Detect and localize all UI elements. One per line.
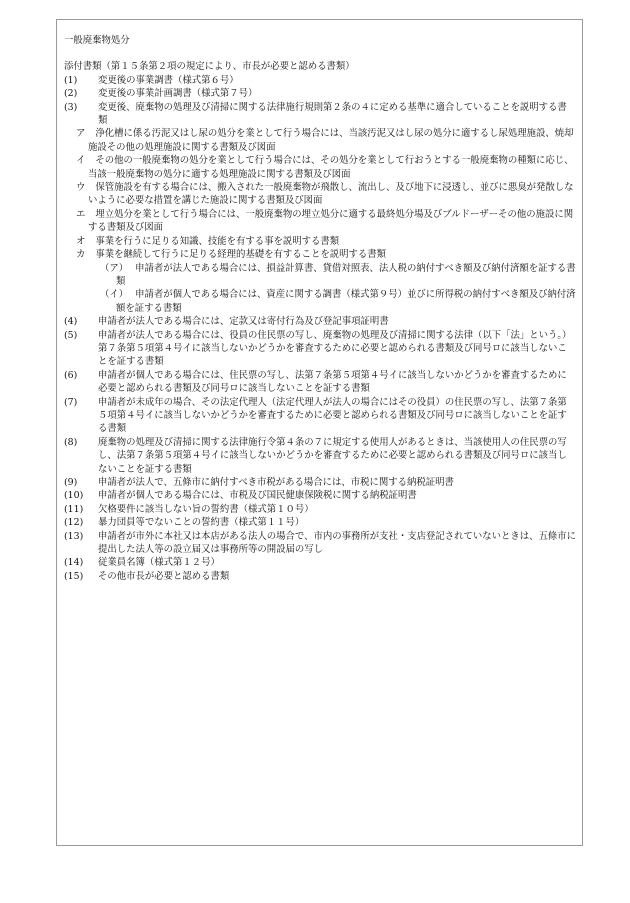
sub-item-marker: エ xyxy=(76,208,86,220)
item-text: 申請者が未成年の場合、その法定代理人（法定代理人が法人の場合にはその役員）の住民票の写し、法第７条第５項第４号イに該当しないかどうかを審査するために必要と認められる書類及び同号ロに該当しないことを証する書類 xyxy=(98,396,567,435)
sub-item-text: 埋立処分を業として行う場合には、一般廃棄物の埋立処分に適する最終処分場及びブルドーザーその他の施設に関する書類及び図面 xyxy=(88,208,574,234)
sub-item-marker: ア xyxy=(76,128,86,140)
item-text: 申請者が個人である場合には、市税及び国民健康保険税に関する納税証明書 xyxy=(98,490,417,502)
sub-list-item xyxy=(67,127,576,154)
category-title: 一般廃棄物処分 xyxy=(64,35,130,46)
list-item xyxy=(64,369,576,396)
item-number: (1) xyxy=(64,74,78,86)
sub-sub-item-marker: （イ） xyxy=(100,289,129,301)
sub-list-item xyxy=(67,208,576,235)
sub-list-item xyxy=(67,154,576,181)
attachments-heading: 添付書類（第１５条第２項の規定により、市長が必要と認める書類） xyxy=(64,61,355,73)
sub-list-item xyxy=(67,181,576,208)
sub-item-marker: カ xyxy=(76,249,86,261)
item-text: 暴力団員等でないことの誓約書（様式第１１号） xyxy=(98,517,305,529)
item-text: 従業員名簿（様式第１２号） xyxy=(98,557,220,569)
list-item xyxy=(64,101,576,128)
item-number: (3) xyxy=(64,101,78,113)
document-body xyxy=(64,34,576,583)
item-number: (11) xyxy=(64,503,84,515)
sub-sub-list-item xyxy=(64,288,576,315)
item-text: 変更後の事業調書（様式第６号） xyxy=(98,74,239,86)
item-text: 申請者が法人である場合には、役員の住民票の写し、廃棄物の処理及び清掃に関する法律（以下「法」という。）第７条第５項第４号イに該当しないかどうかを審査するために必要と認められる書類及び同号ロに該当しないことを証する書類 xyxy=(98,329,572,368)
item-text: 変更後、廃棄物の処理及び清掃に関する法律施行規則第２条の４に定める基準に適合していることを説明する書類 xyxy=(98,101,567,127)
item-number: (6) xyxy=(64,369,78,381)
item-text: 申請者が法人である場合には、定款又は寄付行為及び登記事項証明書 xyxy=(98,316,389,328)
sub-item-text: その他の一般廃棄物の処分を業として行う場合には、その処分を業として行おうとする一般廃棄物の種類に応じ、当該一般廃棄物の処分に適する処理施設に関する書類及び図面 xyxy=(88,155,574,180)
list-item xyxy=(64,396,576,436)
item-text: 変更後の事業計画調書（様式第７号） xyxy=(98,88,258,100)
document-frame xyxy=(56,19,583,846)
sub-item-marker: オ xyxy=(76,235,86,247)
sub-item-text: 浄化槽に係る汚泥又はし尿の処分を業として行う場合には、当該汚泥又はし尿の処分に適するし尿処理施設、焼却施設その他の処理施設に関する書類及び図面 xyxy=(88,128,574,153)
item-number: (7) xyxy=(64,396,78,408)
item-text: 申請者が法人で、五條市に納付すべき市税がある場合には、市税に関する納税証明書 xyxy=(98,477,454,488)
item-number: (5) xyxy=(64,329,78,341)
list-item xyxy=(64,74,576,87)
sub-item-text: 事業を行うに足りる知識、技能を有する事を説明する書類 xyxy=(95,235,340,247)
list-item xyxy=(64,87,576,100)
item-number: (12) xyxy=(64,517,84,529)
item-number: (9) xyxy=(64,477,78,488)
item-text: その他市長が必要と認める書類 xyxy=(98,570,230,582)
sub-sub-list-item xyxy=(64,262,576,289)
item-number: (10) xyxy=(64,490,84,502)
item-text: 欠格要件に該当しない旨の誓約書（様式第１０号） xyxy=(98,503,314,515)
list-item xyxy=(64,315,576,328)
sub-item-marker: ウ xyxy=(76,182,86,194)
list-item xyxy=(64,489,576,502)
item-number: (4) xyxy=(64,316,78,328)
sub-sub-item-text: 申請者が法人である場合には、損益計算書、貸借対照表、法人税の納付すべき額及び納付済額を証する書類 xyxy=(116,262,576,287)
list-item xyxy=(64,436,576,476)
item-text: 申請者が市外に本社又は本店がある法人の場合で、市内の事務所が支社・支店登記されていないときは、五條市に提出した法人等の設立届又は事務所等の開設届の写し xyxy=(98,530,576,556)
item-text: 廃棄物の処理及び清掃に関する法律施行令第４条の７に規定する使用人があるときは、当該使用人の住民票の写し、法第７条第５項第４号イに該当しないかどうかを審査するために必要と認められる書類及び同号ロに該当しないことを証する書類 xyxy=(98,436,567,475)
sub-list-item xyxy=(67,248,576,261)
sub-item-text: 保管施設を有する場合には、搬入された一般廃棄物が飛散し、流出し、及び地下に浸透し、並びに悪臭が発散しないように必要な措置を講じた施設に関する書類及び図面 xyxy=(88,182,574,207)
item-number: (13) xyxy=(64,530,84,542)
sub-item-marker: イ xyxy=(76,155,86,167)
list-item xyxy=(64,503,576,516)
item-number: (14) xyxy=(64,557,84,569)
list-item xyxy=(64,476,576,489)
list-item xyxy=(64,530,576,557)
list-item xyxy=(64,516,576,529)
item-number: (8) xyxy=(64,436,78,448)
item-number: (15) xyxy=(64,570,84,582)
list-item xyxy=(64,329,576,369)
sub-item-text: 事業を継続して行うに足りる経理的基礎を有することを説明する書類 xyxy=(95,249,387,261)
sub-list-item xyxy=(67,235,576,248)
list-item xyxy=(64,556,576,569)
item-text: 申請者が個人である場合には、住民票の写し、法第７条第５項第４号イに該当しないかどうかを審査するために必要と認められる書類及び同号ロに該当しないことを証する書類 xyxy=(98,369,567,395)
item-number: (2) xyxy=(64,88,78,100)
sub-sub-item-text: 申請者が個人である場合には、資産に関する調書（様式第９号）並びに所得税の納付すべき額及び納付済額を証する書類 xyxy=(116,289,576,314)
sub-sub-item-marker: （ア） xyxy=(100,262,129,274)
list-item xyxy=(64,570,576,583)
